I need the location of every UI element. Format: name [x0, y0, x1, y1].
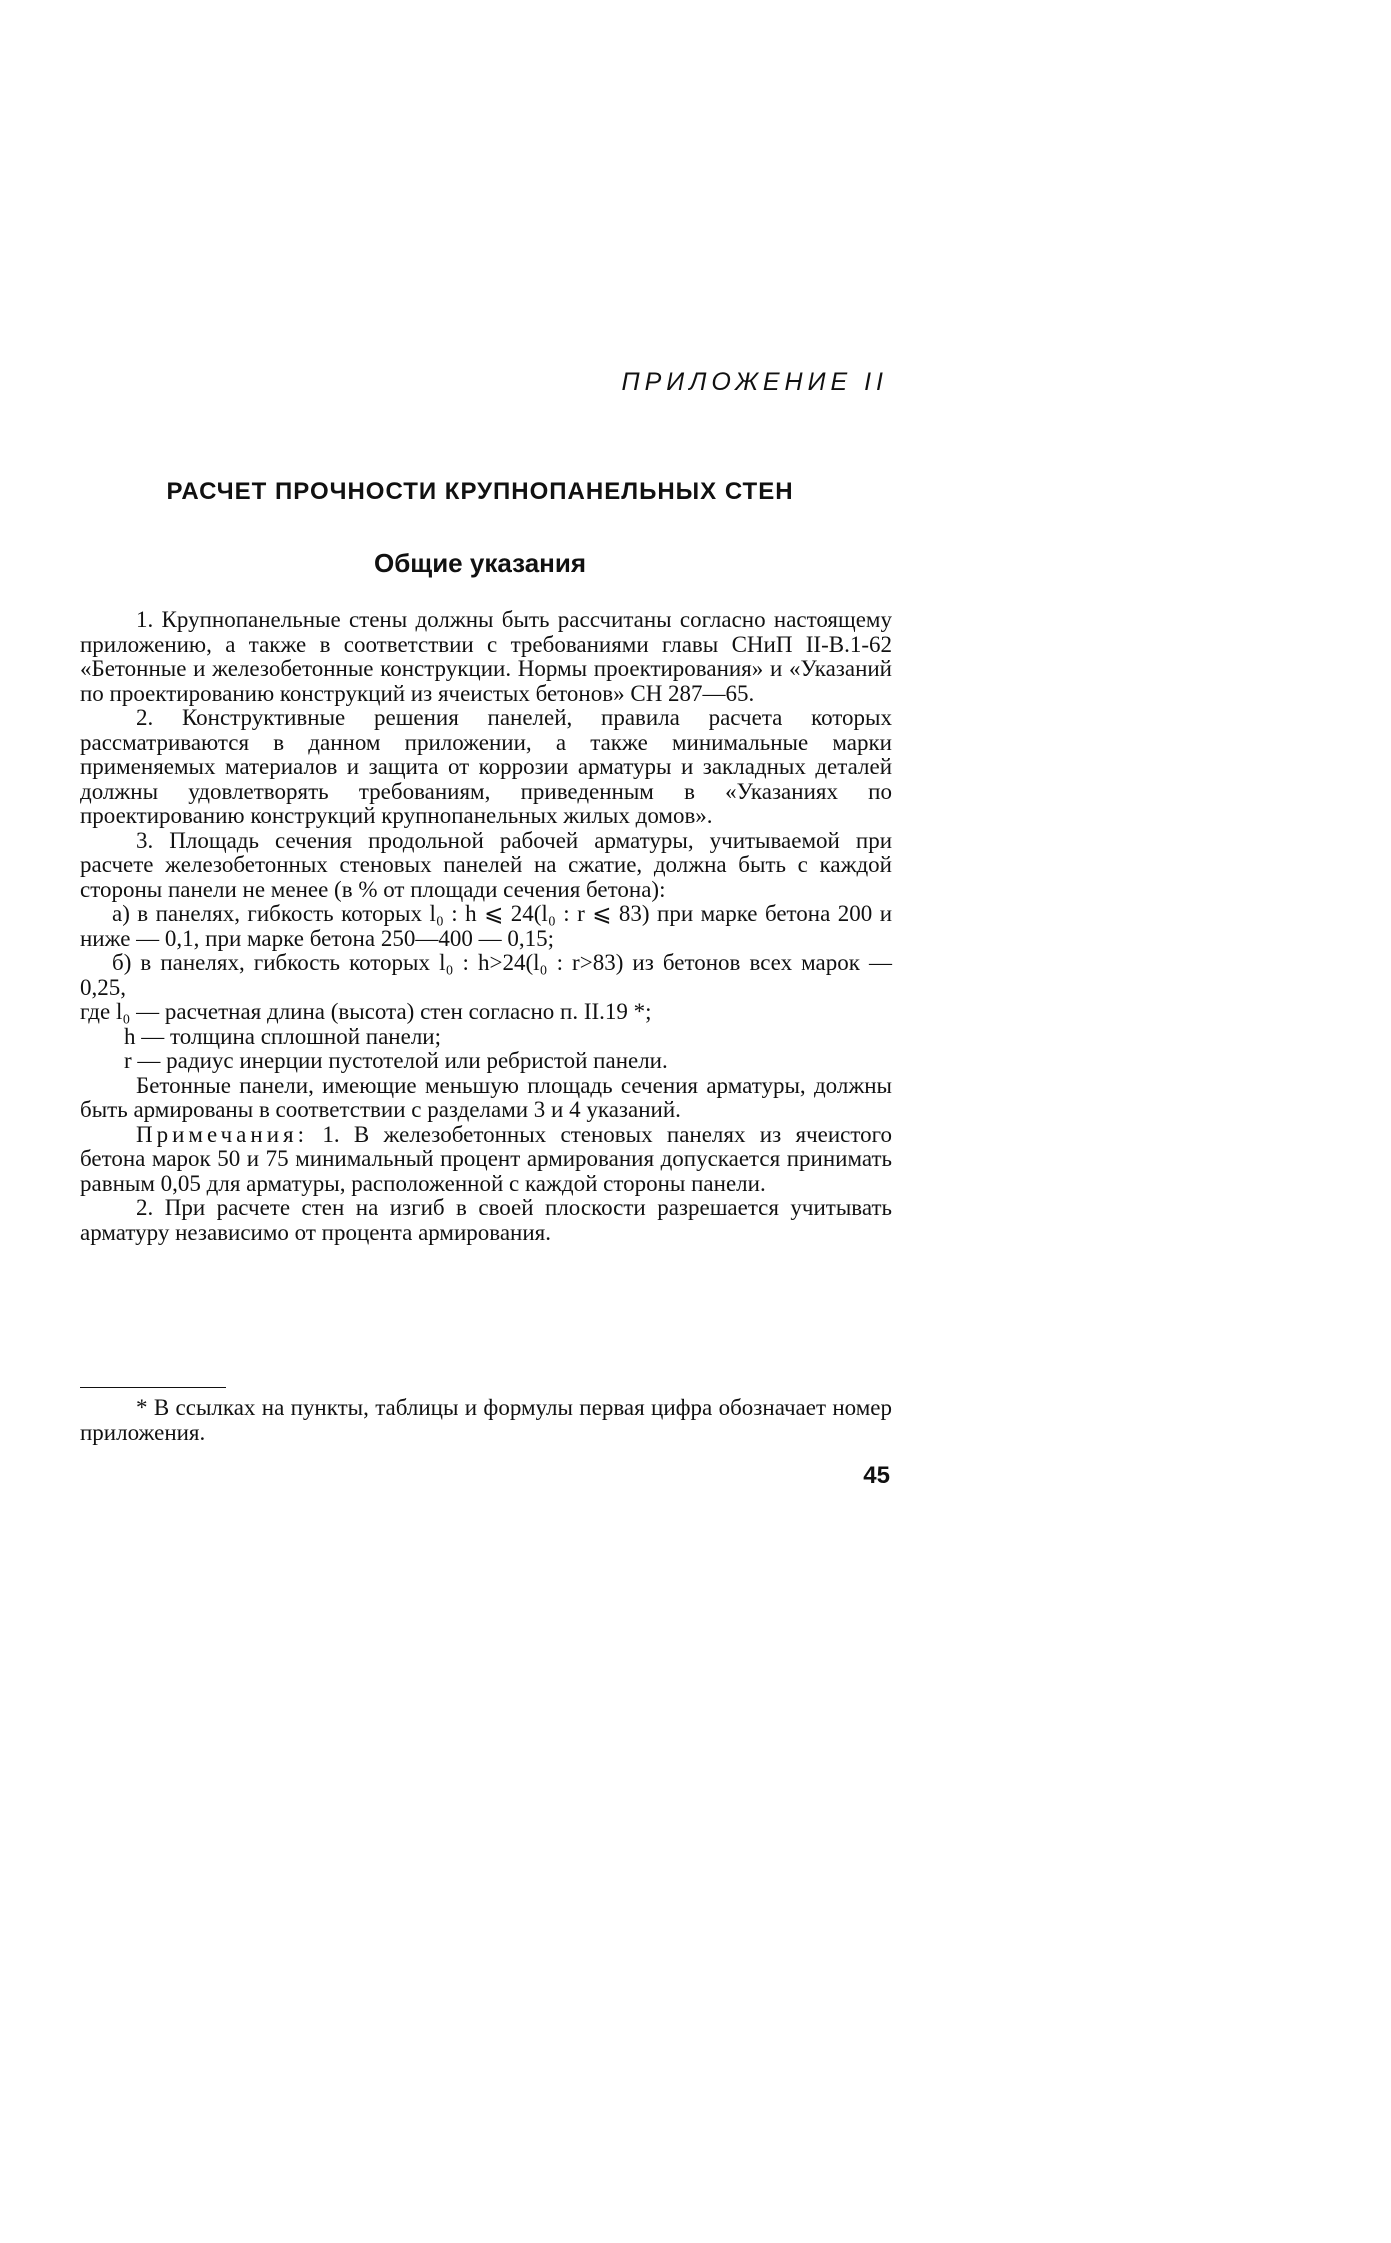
body-text [80, 608, 892, 1245]
notes-label: Примечания: [136, 1121, 308, 1147]
section-title: Общие указания [373, 548, 587, 578]
paragraph-1: 1. Крупнопанельные стены должны быть рассчитаны согласно настоящему приложению, а также в соответствии с требованиями главы СНиП II-В.1-62 «Бетонные и железобетонные конструкции. Нормы проектирования» и «Указаний по проектированию конструкций из ячеистых бетонов» СН 287—65. [80, 607, 892, 706]
note-1-text: 1. В железобетонных стеновых панелях из ячеистого бетона марок 50 и 75 минимальный процент армирования допускается принимать равным 0,05 для арматуры, расположенной с каждой стороны панели. [80, 1121, 893, 1196]
list-item-b: б) в панелях, гибкость которых l₀ : h>24(l₀ : r>83) из бетонов всех марок — 0,25, [80, 950, 892, 1000]
paragraph-2: 2. Конструктивные решения панелей, правила расчета которых рассматриваются в данном приложении, а также минимальные марки применяемых материалов и защита от коррозии арматуры и закладных деталей должны удовлетворять требованиям, приведенным в «Указаниях по проектированию конструкций крупнопанельных жилых домов». [80, 705, 892, 828]
footnote-text: * В ссылках на пункты, таблицы и формулы первая цифра обозначает номер приложения. [80, 1395, 892, 1445]
paragraph-3: 3. Площадь сечения продольной рабочей арматуры, учитываемой при расчете железобетонных стеновых панелей на сжатие, должна быть с каждой стороны панели не менее (в % от площади сечения бетона): [80, 827, 892, 902]
footnote [80, 1396, 892, 1445]
page-title: РАСЧЕТ ПРОЧНОСТИ КРУПНОПАНЕЛЬНЫХ СТЕН [166, 478, 794, 505]
page-number: 45 [863, 1462, 890, 1489]
footnote-divider [80, 1387, 226, 1388]
appendix-label: ПРИЛОЖЕНИЕ II [621, 368, 888, 396]
definition-h: h — толщина сплошной панели; [124, 1023, 441, 1049]
definition-r: r — радиус инерции пустотелой или ребристой панели. [124, 1048, 668, 1073]
list-item-a: а) в панелях, гибкость которых l₀ : h ⩽ 24(l₀ : r ⩽ 83) при марке бетона 200 и ниже — 0,1, при марке бетона 250—400 — 0,15; [80, 901, 892, 951]
note-2: 2. При расчете стен на изгиб в своей плоскости разрешается учитывать арматуру независимо от процента армирования. [80, 1195, 892, 1245]
definition-l0: где l₀ — расчетная длина (высота) стен согласно п. II.19 *; [80, 999, 652, 1024]
document-page [0, 0, 960, 1548]
paragraph-4: Бетонные панели, имеющие меньшую площадь сечения арматуры, должны быть армированы в соответствии с разделами 3 и 4 указаний. [80, 1072, 892, 1122]
note-1 [80, 1123, 892, 1197]
